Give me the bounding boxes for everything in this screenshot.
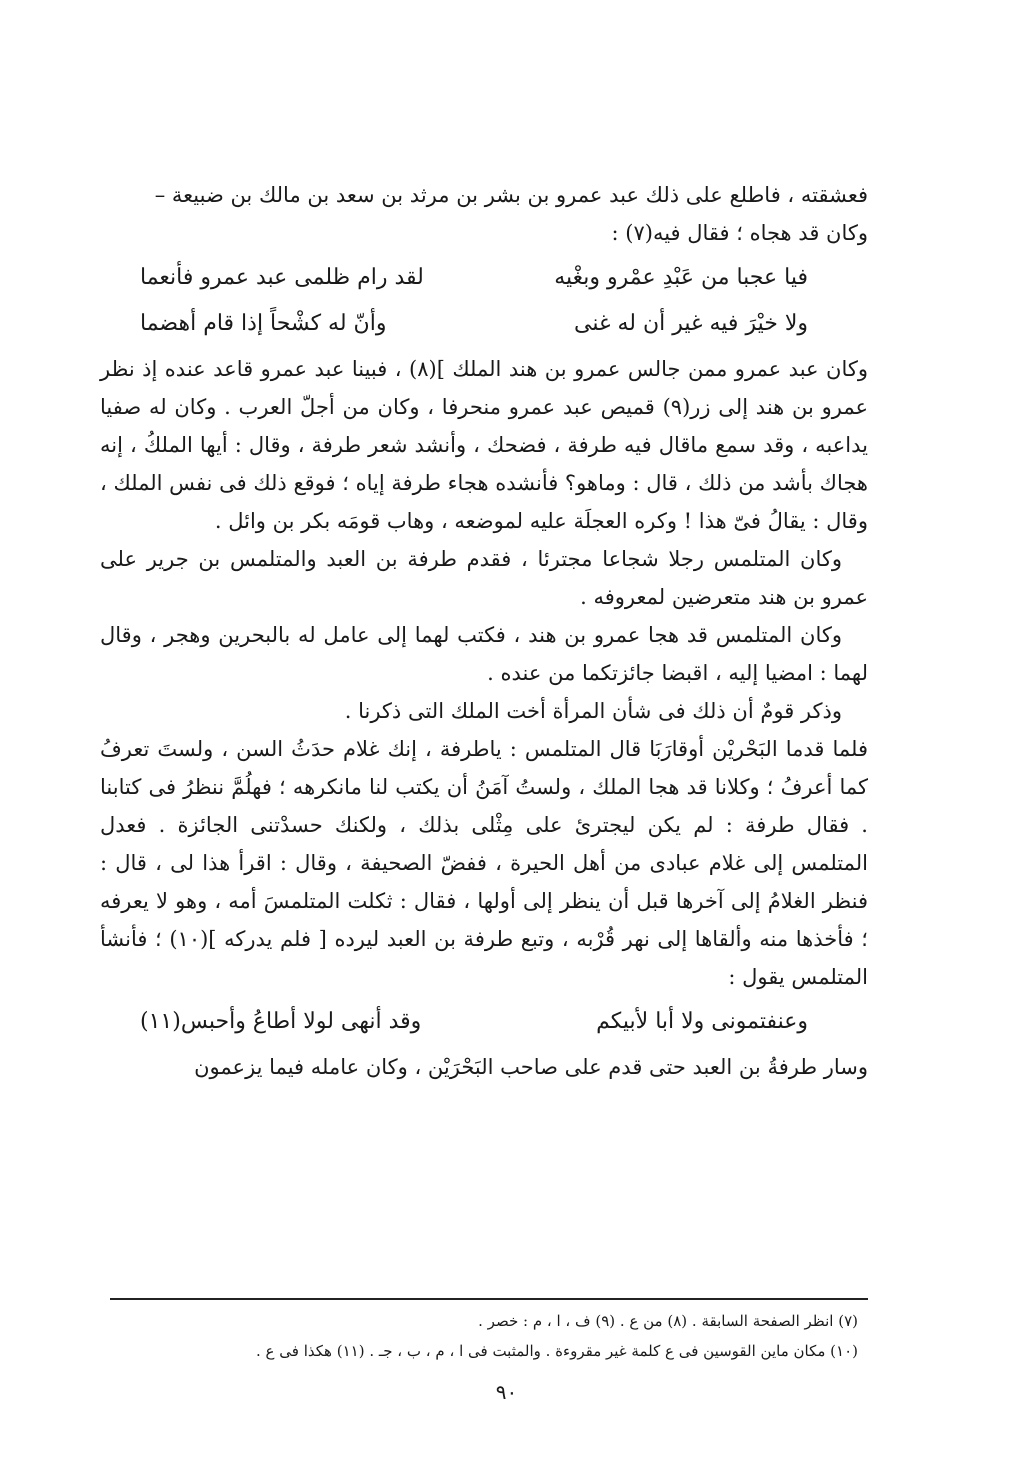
paragraph: وكان المتلمس رجلا شجاعا مجترئا ، فقدم طرفة بن العبد والمتلمس بن جرير على عمرو بن هند متعرضين لمعروفه . (100, 547, 868, 609)
footnote-divider (110, 1298, 868, 1300)
verse-first-hemistich: فيا عجبا من عَبْدِ عمْرو وبغْيه (554, 265, 808, 290)
paragraph: وذكر قومٌ أن ذلك فى شأن المرأة أخت الملك التى ذكرنا . (344, 699, 842, 723)
body-text (100, 176, 868, 1086)
verse-second-hemistich: وقد أنهى لولا أطاعُ وأحبس(١١) (140, 1009, 422, 1034)
poem-verse (140, 258, 808, 298)
text-line: فعشقته ، فاطلع على ذلك عبد عمرو بن بشر بن مرثد بن سعد بن مالك بن ضبيعة – (154, 183, 868, 207)
paragraph: وكان عبد عمرو ممن جالس عمرو بن هند الملك ](٨) ، فبينا عبد عمرو قاعد عنده إذ نظر عمرو بن هند إلى زر(٩) قميص عبد عمرو منحرفا ، وكان من أجلّ العرب . وكان له صفيا يداعبه ، وقد سمع ماقال فيه طرفة ، فضحك ، وأنشد شعر طرفة ، وقال : أيها الملكُ ، إنه هجاك بأشد من ذلك ، قال : وماهو؟ فأنشده هجاء طرفة إياه ؛ فوقع ذلك فى نفس الملك ، وقال : يقالُ فىّ هذا ! وكره العجلَة عليه لموضعه ، وهاب قومَه بكر بن وائل . (100, 357, 869, 533)
paragraph: وكان المتلمس قد هجا عمرو بن هند ، فكتب لهما إلى عامل له بالبحرين وهجر ، وقال لهما : امضيا إليه ، اقبضا جائزتكما من عنده . (100, 623, 868, 685)
page-number: ٩٠ (495, 1380, 518, 1404)
verse-second-hemistich: لقد رام ظلمى عبد عمرو فأنعما (140, 265, 424, 290)
verse-first-hemistich: ولا خيْرَ فيه غير أن له غنى (574, 311, 808, 336)
footnotes (105, 1306, 858, 1366)
verse-first-hemistich: وعنفتمونى ولا أبا لأبيكم (596, 1009, 808, 1034)
paragraph: فلما قدما البَحْريْن أوقارَبَا قال المتلمس : ياطرفة ، إنك غلام حدَثُ السن ، ولستَ تعرفُ كما أعرفُ ؛ وكلانا قد هجا الملك ، ولستُ آمَنُ أن يكتب لنا مانكرهه ؛ فهلُمَّ ننظرُ فى كتابنا . فقال طرفة : لم يكن ليجترئ على مِثْلى بذلك ، ولكنك حسدْتنى الجائزة . فعدل المتلمس إلى غلام عبادى من أهل الحيرة ، ففضّ الصحيفة ، وقال : اقرأ هذا لى ، قال : فنظر الغلامُ إلى آخرها قبل أن ينظر إلى أولها ، فقال : ثكلت المتلمسَ أمه ، وهو لا يعرفه ؛ فأخذها منه وألقاها إلى نهر قُرْبه ، وتبع طرفة بن العبد ليرده [ فلم يدركه ](١٠) ؛ فأنشأ المتلمس يقول : (100, 737, 868, 989)
text-line: وكان قد هجاه ؛ فقال فيه(٧) : (611, 221, 868, 245)
verse-second-hemistich: وأنّ له كشْحاً إذا قام أهضما (140, 311, 387, 336)
footnote: (١٠) مكان ماين القوسين فى ع كلمة غير مقروءة . والمثبت فى ا ، م ، ب ، جـ . (١١) هكذا فى ع . (256, 1342, 858, 1360)
paragraph: وسار طرفةُ بن العبد حتى قدم على صاحب البَحْرَيْن ، وكان عامله فيما يزعمون (194, 1055, 868, 1079)
poem-verse (140, 1002, 808, 1042)
poem-verse (140, 304, 808, 344)
footnote: (٧) انظر الصفحة السابقة . (٨) من ع . (٩) ف ، ا ، م : خصر . (478, 1312, 858, 1330)
